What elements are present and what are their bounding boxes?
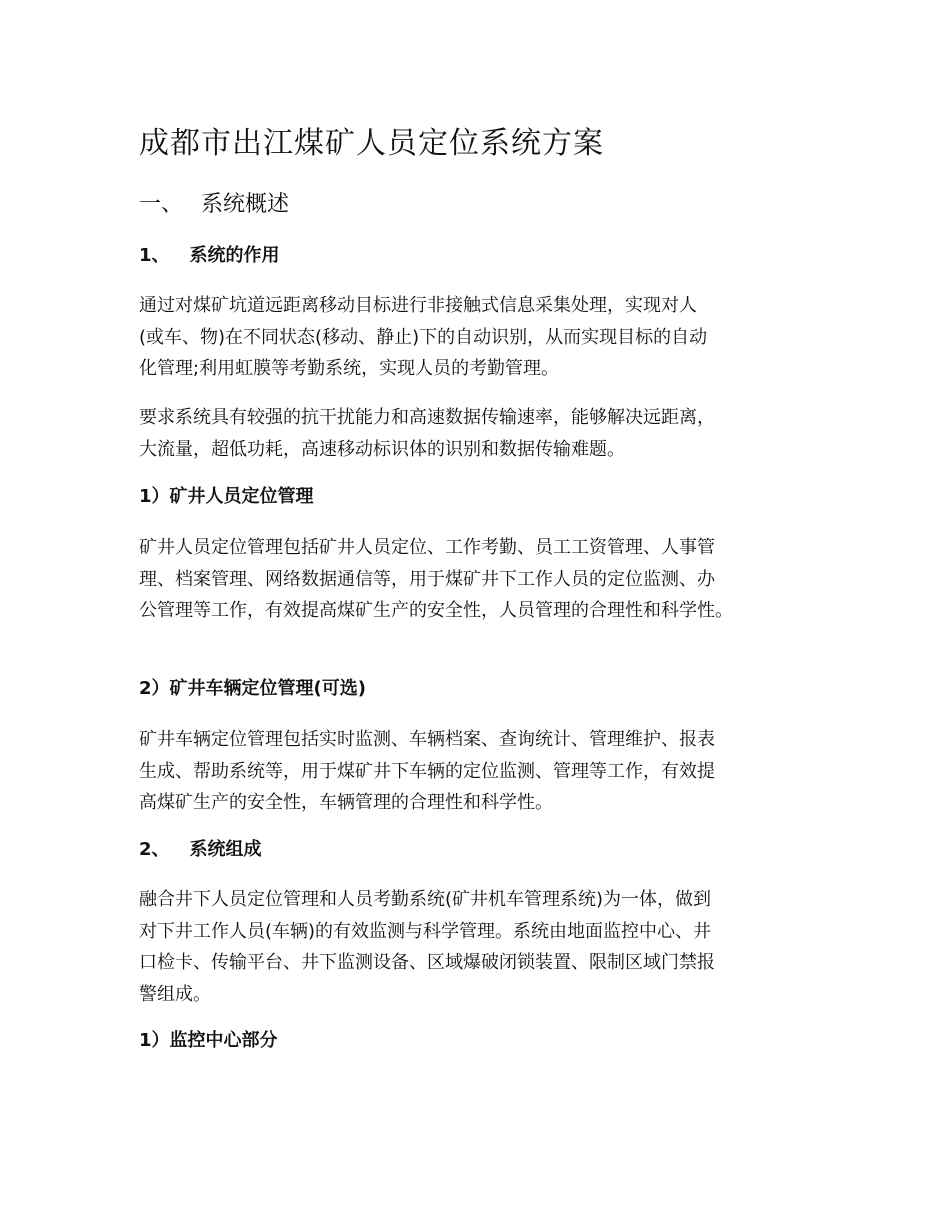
item-title: ）矿井人员定位管理 bbox=[151, 486, 314, 507]
paragraph-line: 生成、帮助系统等，用于煤矿井下车辆的定位监测、管理等工作，有效提 bbox=[139, 760, 715, 782]
item-heading-vehicle-positioning bbox=[139, 675, 366, 703]
subsection-heading-composition bbox=[139, 836, 262, 864]
section-heading-overview bbox=[139, 189, 289, 221]
paragraph-line: (或车、物)在不同状态(移动、静止)下的自动识别，从而实现目标的自动 bbox=[139, 326, 708, 348]
paragraph-requirements bbox=[139, 402, 829, 465]
paragraph-line: 理、档案管理、网络数据通信等，用于煤矿井下工作人员的定位监测、办 bbox=[139, 568, 715, 590]
paragraph-line: 口检卡、传输平台、井下监测设备、区域爆破闭锁装置、限制区域门禁报 bbox=[139, 952, 715, 973]
subsection-number: 1 bbox=[139, 245, 152, 266]
paragraph-line: 矿井车辆定位管理包括实时监测、车辆档案、查询统计、管理维护、报表 bbox=[139, 729, 715, 750]
item-title: ）监控中心部分 bbox=[151, 1030, 278, 1051]
item-title: ）矿井车辆定位管理(可选) bbox=[151, 678, 366, 699]
item-number: 2 bbox=[139, 678, 152, 699]
paragraph-line: 通过对煤矿坑道远距离移动目标进行非接触式信息采集处理，实现对人 bbox=[139, 295, 697, 316]
paragraph-line: 要求系统具有较强的抗干扰能力和高速数据传输速率，能够解决远距离， bbox=[139, 407, 715, 428]
paragraph-line: 融合井下人员定位管理和人员考勤系统(矿井机车管理系统)为一体，做到 bbox=[139, 889, 712, 910]
paragraph-line: 高煤矿生产的安全性，车辆管理的合理性和科学性。 bbox=[139, 792, 553, 813]
subsection-separator: 、 bbox=[151, 245, 170, 266]
item-number: 1 bbox=[139, 486, 152, 507]
paragraph-line: 大流量，超低功耗，高速移动标识体的识别和数据传输难题。 bbox=[139, 438, 625, 460]
item-heading-monitoring-center bbox=[139, 1027, 278, 1055]
subsection-title: 系统组成 bbox=[189, 839, 262, 860]
paragraph-vehicle-positioning bbox=[139, 724, 829, 819]
section-title: 系统概述 bbox=[201, 192, 290, 217]
section-number: 一、 bbox=[139, 192, 184, 217]
item-number: 1 bbox=[139, 1030, 152, 1051]
paragraph-line: 公管理等工作，有效提高煤矿生产的安全性，人员管理的合理性和科学性。 bbox=[139, 600, 733, 621]
paragraph-line: 对下井工作人员(车辆)的有效监测与科学管理。系统由地面监控中心、井 bbox=[139, 920, 712, 942]
subsection-title: 系统的作用 bbox=[189, 245, 280, 266]
paragraph-line: 化管理;利用虹膜等考勤系统，实现人员的考勤管理。 bbox=[139, 358, 560, 379]
paragraph-composition bbox=[139, 884, 829, 1010]
subsection-number: 2 bbox=[139, 839, 152, 860]
item-heading-personnel-positioning bbox=[139, 483, 314, 511]
paragraph-line: 警组成。 bbox=[139, 983, 211, 1005]
paragraph-function-description bbox=[139, 290, 829, 385]
subsection-heading-function bbox=[139, 242, 280, 270]
paragraph-personnel-positioning bbox=[139, 532, 829, 627]
paragraph-line: 矿井人员定位管理包括矿井人员定位、工作考勤、员工工资管理、人事管 bbox=[139, 537, 715, 558]
document-title: 成都市出江煤矿人员定位系统方案 bbox=[139, 126, 604, 161]
subsection-separator: 、 bbox=[151, 839, 170, 860]
